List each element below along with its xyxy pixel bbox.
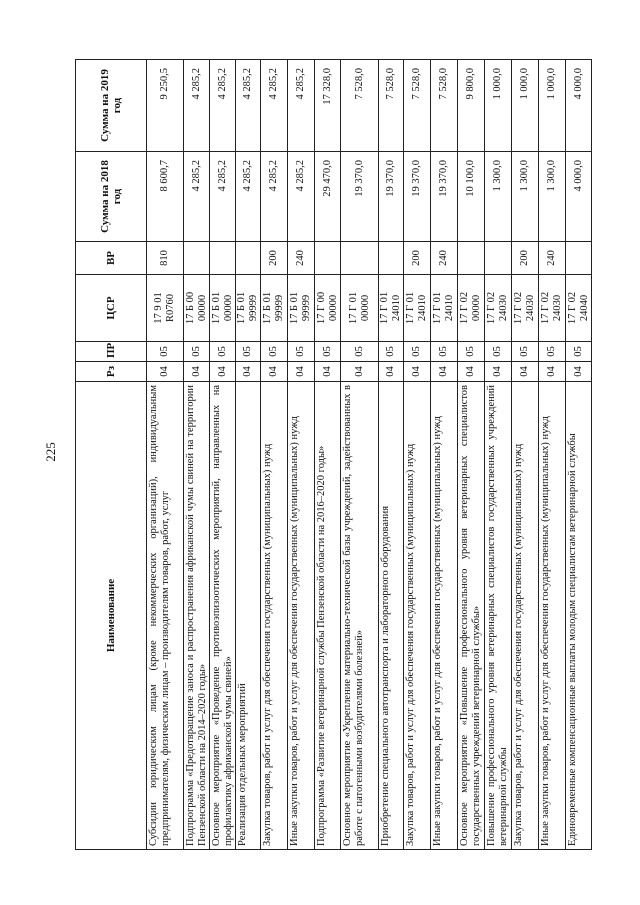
row-pr: 05: [539, 342, 566, 362]
row-vr: 810: [147, 242, 184, 275]
row-csr: 17 Б 01 99999: [236, 275, 261, 342]
row-rz: 04: [485, 362, 512, 382]
row-sum-2019: 1 000,0: [539, 60, 566, 152]
row-sum-2018: 4 285,2: [261, 152, 288, 242]
row-sum-2018: 1 300,0: [512, 152, 539, 242]
row-pr: 05: [379, 342, 404, 362]
row-sum-2019: 1 000,0: [485, 60, 512, 152]
table-row: [341, 60, 379, 850]
table-row: [379, 60, 404, 850]
row-name: Единовременные компенсационные выплаты молодым специалистам ветеринарной службы: [566, 382, 592, 850]
header-name: Наименование: [76, 382, 147, 850]
row-csr: 17 Г 01 24010: [431, 275, 458, 342]
row-vr: [379, 242, 404, 275]
row-pr: 05: [184, 342, 210, 362]
row-pr: 05: [512, 342, 539, 362]
row-sum-2018: 10 100,0: [458, 152, 485, 242]
row-vr: 200: [261, 242, 288, 275]
row-sum-2019: 4 285,2: [184, 60, 210, 152]
row-rz: 04: [210, 362, 236, 382]
header-vr: ВР: [76, 242, 147, 275]
row-vr: [236, 242, 261, 275]
row-csr: 17 Б 01 99999: [288, 275, 315, 342]
row-sum-2019: 7 528,0: [431, 60, 458, 152]
page-number: [42, 438, 60, 466]
row-csr: 17 Г 02 24030: [539, 275, 566, 342]
row-vr: [341, 242, 379, 275]
row-rz: 04: [315, 362, 341, 382]
row-sum-2018: 1 300,0: [539, 152, 566, 242]
row-vr: 200: [512, 242, 539, 275]
row-vr: 240: [539, 242, 566, 275]
row-sum-2019: 9 800,0: [458, 60, 485, 152]
row-name: Субсидии юридическим лицам (кроме некоммерческих организаций), индивидуальным предпринимателям, физическим лицам – производителям товаров, работ, услуг: [147, 382, 184, 850]
row-sum-2018: 4 285,2: [184, 152, 210, 242]
row-csr: 17 9 01 R0760: [147, 275, 184, 342]
table-row: [147, 60, 184, 850]
row-sum-2019: 4 000,0: [566, 60, 592, 152]
header-csr: ЦСР: [76, 275, 147, 342]
row-sum-2019: 9 250,5: [147, 60, 184, 152]
row-name: Иные закупки товаров, работ и услуг для обеспечения государственных (муниципальных) нужд: [288, 382, 315, 850]
row-sum-2019: 7 528,0: [341, 60, 379, 152]
row-name: Закупка товаров, работ и услуг для обеспечения государственных (муниципальных) нужд: [261, 382, 288, 850]
row-sum-2018: 19 370,0: [431, 152, 458, 242]
row-name: Повышение профессионального уровня ветеринарных специалистов государственных учреждений ветеринарной службы: [485, 382, 512, 850]
row-rz: 04: [261, 362, 288, 382]
row-sum-2018: 19 370,0: [379, 152, 404, 242]
header-rz: Рз: [76, 362, 147, 382]
row-vr: 240: [431, 242, 458, 275]
row-pr: 05: [261, 342, 288, 362]
table-row: [210, 60, 236, 850]
row-rz: 04: [431, 362, 458, 382]
row-sum-2018: 19 370,0: [404, 152, 431, 242]
table-row: [539, 60, 566, 850]
row-pr: 05: [147, 342, 184, 362]
row-csr: 17 Г 02 00000: [458, 275, 485, 342]
row-sum-2019: 4 285,2: [236, 60, 261, 152]
row-rz: 04: [539, 362, 566, 382]
row-sum-2018: 4 285,2: [288, 152, 315, 242]
row-sum-2018: 4 000,0: [566, 152, 592, 242]
row-sum-2019: 1 000,0: [512, 60, 539, 152]
table-header-row: [76, 60, 147, 850]
table-row: [566, 60, 592, 850]
row-csr: 17 Г 02 24040: [566, 275, 592, 342]
row-csr: 17 Б 01 99999: [261, 275, 288, 342]
row-pr: 05: [404, 342, 431, 362]
row-name: Основное мероприятие «Проведение противоэпизоотических мероприятий, направленных на профилактику африканской чумы свиней»: [210, 382, 236, 850]
table-row: [236, 60, 261, 850]
budget-table-container: [75, 60, 592, 850]
row-vr: [566, 242, 592, 275]
row-pr: 05: [458, 342, 485, 362]
row-name: Закупка товаров, работ и услуг для обеспечения государственных (муниципальных) нужд: [512, 382, 539, 850]
row-csr: 17 Б 01 00000: [210, 275, 236, 342]
row-sum-2018: 1 300,0: [485, 152, 512, 242]
row-name: Основное мероприятие «Укрепление материально-технической базы учреждений, задействованных в работе с патогенными возбудителями болезней»: [341, 382, 379, 850]
row-name: Закупка товаров, работ и услуг для обеспечения государственных (муниципальных) нужд: [404, 382, 431, 850]
table-row: [404, 60, 431, 850]
row-vr: [184, 242, 210, 275]
header-sum-2018: Сумма на 2018 год: [76, 152, 147, 242]
row-sum-2018: 29 470,0: [315, 152, 341, 242]
row-csr: 17 Г 02 24030: [512, 275, 539, 342]
row-vr: [485, 242, 512, 275]
row-pr: 05: [210, 342, 236, 362]
table-row: [184, 60, 210, 850]
row-name: Подпрограмма «Развитие ветеринарной службы Пензенской области на 2016–2020 годы»: [315, 382, 341, 850]
row-vr: [210, 242, 236, 275]
row-pr: 05: [315, 342, 341, 362]
header-pr: ПР: [76, 342, 147, 362]
table-row: [512, 60, 539, 850]
row-rz: 04: [288, 362, 315, 382]
row-vr: 200: [404, 242, 431, 275]
row-rz: 04: [458, 362, 485, 382]
row-sum-2018: 4 285,2: [236, 152, 261, 242]
row-sum-2019: 4 285,2: [261, 60, 288, 152]
row-sum-2019: 17 328,0: [315, 60, 341, 152]
row-rz: 04: [512, 362, 539, 382]
row-sum-2019: 7 528,0: [404, 60, 431, 152]
row-name: Реализация отдельных мероприятий: [236, 382, 261, 850]
row-vr: [315, 242, 341, 275]
table-row: [458, 60, 485, 850]
row-sum-2019: 7 528,0: [379, 60, 404, 152]
row-pr: 05: [341, 342, 379, 362]
page-number-text: 225: [43, 442, 58, 462]
row-sum-2018: 19 370,0: [341, 152, 379, 242]
row-name: Иные закупки товаров, работ и услуг для обеспечения государственных (муниципальных) нужд: [431, 382, 458, 850]
row-csr: 17 Г 00 00000: [315, 275, 341, 342]
row-rz: 04: [184, 362, 210, 382]
row-name: Подпрограмма «Предотвращение заноса и распространения африканской чумы свиней на территории Пензенской области на 2014–2020 годы»: [184, 382, 210, 850]
row-sum-2018: 8 600,7: [147, 152, 184, 242]
row-vr: 240: [288, 242, 315, 275]
row-pr: 05: [288, 342, 315, 362]
table-row: [315, 60, 341, 850]
row-name: Иные закупки товаров, работ и услуг для обеспечения государственных (муниципальных) нужд: [539, 382, 566, 850]
table-row: [261, 60, 288, 850]
row-rz: 04: [147, 362, 184, 382]
row-sum-2018: 4 285,2: [210, 152, 236, 242]
header-sum-2019: Сумма на 2019 год: [76, 60, 147, 152]
table-row: [288, 60, 315, 850]
table-row: [485, 60, 512, 850]
row-csr: 17 Г 01 00000: [341, 275, 379, 342]
row-csr: 17 Г 02 24030: [485, 275, 512, 342]
row-csr: 17 Г 01 24010: [379, 275, 404, 342]
row-rz: 04: [341, 362, 379, 382]
budget-table: [75, 59, 592, 850]
row-pr: 05: [485, 342, 512, 362]
row-vr: [458, 242, 485, 275]
row-sum-2019: 4 285,2: [288, 60, 315, 152]
row-rz: 04: [404, 362, 431, 382]
row-sum-2019: 4 285,2: [210, 60, 236, 152]
row-pr: 05: [566, 342, 592, 362]
row-pr: 05: [236, 342, 261, 362]
row-rz: 04: [236, 362, 261, 382]
row-rz: 04: [379, 362, 404, 382]
row-csr: 17 Б 00 00000: [184, 275, 210, 342]
row-name: Основное мероприятие «Повышение профессионального уровня ветеринарных специалистов государственных учреждений ветеринарной службы»: [458, 382, 485, 850]
table-row: [431, 60, 458, 850]
row-rz: 04: [566, 362, 592, 382]
row-name: Приобретение специального автотранспорта и лабораторного оборудования: [379, 382, 404, 850]
row-csr: 17 Г 01 24010: [404, 275, 431, 342]
row-pr: 05: [431, 342, 458, 362]
